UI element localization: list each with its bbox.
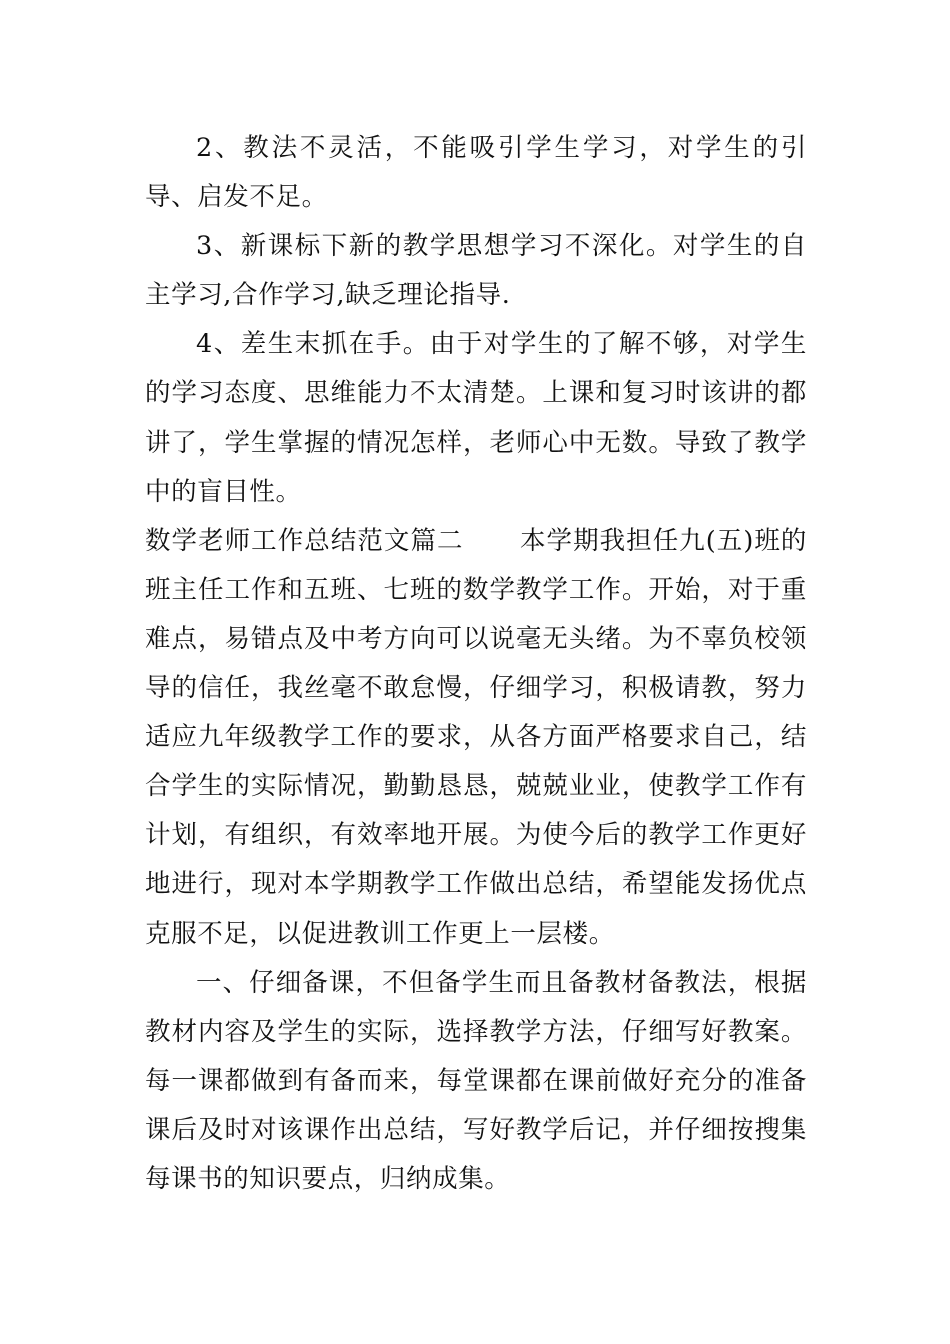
section-intro: 本学期我担任九(五)班的班主任工作和五班、七班的数学教学工作。开始，对于重难点，易错点及中考方向可以说毫无头绪。为不辜负校领导的信任，我丝毫不敢怠慢，仔细学习，积极请教，努力适应九年级教学工作的要求，从各方面严格要求自己，结合学生的实际情况，勤勤恳恳，兢兢业业，使教学工作有计划，有组织，有效率地开展。为使今后的教学工作更好地进行，现对本学期教学工作做出总结，希望能发扬优点克服不足，以促进教训工作更上一层楼。 (145, 525, 807, 949)
paragraph-item-3: 3、新课标下新的教学思想学习不深化。对学生的自主学习,合作学习,缺乏理论指导. (145, 231, 807, 311)
paragraph-item-2: 2、教法不灵活，不能吸引学生学习，对学生的引导、启发不足。 (145, 133, 807, 213)
section-block (145, 517, 807, 959)
document-body (145, 124, 807, 1204)
paragraph-item-4: 4、差生末抓在手。由于对学生的了解不够，对学生的学习态度、思维能力不太清楚。上课和复习时该讲的都讲了，学生掌握的情况怎样，老师心中无数。导致了教学中的盲目性。 (145, 329, 807, 507)
section-point-1: 一、仔细备课，不但备学生而且备教材备教法，根据教材内容及学生的实际，选择教学方法，仔细写好教案。每一课都做到有备而来，每堂课都在课前做好充分的准备课后及时对该课作出总结，写好教学后记，并仔细按搜集每课书的知识要点，归纳成集。 (145, 967, 807, 1194)
section-title: 数学老师工作总结范文篇二 (145, 525, 464, 556)
